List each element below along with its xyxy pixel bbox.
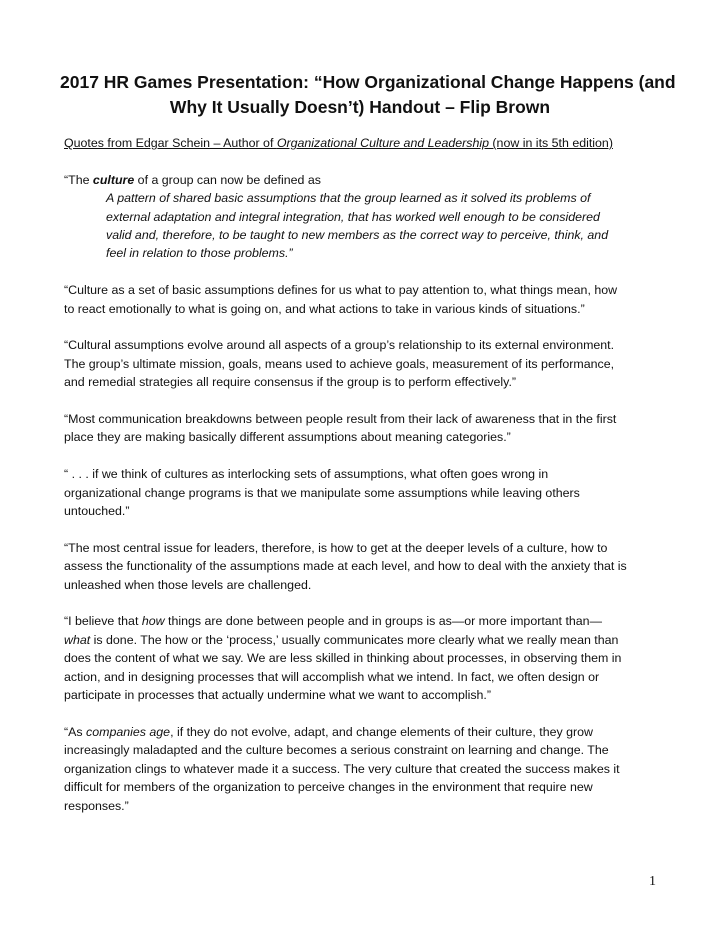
quote-companies-age xyxy=(64,723,668,815)
quote-central-issue xyxy=(64,539,668,594)
quote-line: “ . . . if we think of cultures as interlocking sets of assumptions, what often goes wrong in xyxy=(64,467,549,482)
quote7-l1-pre: “I believe that xyxy=(64,614,142,629)
title-line-1: 2017 HR Games Presentation: “How Organizational Change Happens (and xyxy=(60,72,676,92)
quote8-l1-em: companies age xyxy=(86,724,171,739)
quote-line: difficult for members of the organization to perceive changes in the environment that require new xyxy=(64,780,593,795)
quote-communication-breakdowns xyxy=(64,410,668,447)
quote7-l2-post: is done. The how or the ‘process,’ usually communicates more clearly what we really mean than xyxy=(90,632,619,647)
quote-line: responses.” xyxy=(64,798,129,813)
quote8-l1-post: , if they do not evolve, adapt, and change elements of their culture, they grow xyxy=(170,724,593,739)
quote-process xyxy=(64,612,668,704)
document-body xyxy=(64,134,668,815)
title-line-2: Why It Usually Doesn’t) Handout – Flip Brown xyxy=(169,97,551,117)
quote7-l1-em: how xyxy=(141,614,165,629)
quote-line: increasingly maladapted and the culture becomes a serious constraint on learning and change. The xyxy=(64,743,609,758)
quote-line: assess the functionality of the assumptions made at each level, and how to deal with the anxiety that is xyxy=(64,559,627,574)
definition-line: valid and, therefore, to be taught to new members as the correct way to perceive, think, and xyxy=(106,228,609,243)
quote-line: action, and in designing processes that will accomplish what we intend. In fact, we often design or xyxy=(64,669,600,684)
subtitle xyxy=(64,134,668,152)
quote-cultural-assumptions xyxy=(64,336,668,391)
quote-line: “Culture as a set of basic assumptions defines for us what to pay attention to, what things mean, how xyxy=(64,283,618,298)
definition-line: A pattern of shared basic assumptions that the group learned as it solved its problems of xyxy=(106,191,591,206)
page-title xyxy=(60,70,676,120)
definition-line: feel in relation to those problems.” xyxy=(106,246,293,261)
quote-line: unleashed when those levels are challenged. xyxy=(64,577,312,592)
quote-line: organization clings to whatever made it a success. The very culture that created the success makes it xyxy=(64,761,620,776)
book-title: Organizational Culture and Leadership xyxy=(276,136,489,150)
quote8-l1-pre: “As xyxy=(64,724,87,739)
quote-line: participate in processes that actually undermine what we want to accomplish.” xyxy=(64,688,491,703)
quote-line: place they are making basically different assumptions about meaning categories.” xyxy=(64,430,511,445)
quote1-pre: “The xyxy=(64,172,93,187)
definition-line: external adaptation and integral integration, that has worked well enough to be considered xyxy=(106,209,600,224)
quote7-l1-post: things are done between people and in groups is as—or more important than— xyxy=(164,614,602,629)
quote-line: to react emotionally to what is going on, and what actions to take in various kinds of situations.” xyxy=(64,301,585,316)
subtitle-prefix: Quotes from Edgar Schein – Author of xyxy=(64,136,277,150)
quote7-l2-em: what xyxy=(64,632,91,647)
quote-line: “Most communication breakdowns between people result from their lack of awareness that in the first xyxy=(64,412,617,427)
quote-basic-assumptions xyxy=(64,281,668,318)
quote-culture-definition xyxy=(64,171,668,263)
quote-line: “Cultural assumptions evolve around all aspects of a group’s relationship to its external environment. xyxy=(64,338,615,353)
page-number: 1 xyxy=(649,874,656,889)
quote-line: does the content of what we say. We are less skilled in thinking about processes, in observing them in xyxy=(64,651,622,666)
quote1-post: of a group can now be defined as xyxy=(134,172,321,187)
quote-line: untouched.” xyxy=(64,504,130,519)
subtitle-suffix: (now in its 5th edition) xyxy=(488,136,613,150)
quote-interlocking-assumptions xyxy=(64,465,668,520)
quote1-em: culture xyxy=(92,172,135,187)
quote-line: organizational change programs is that we manipulate some assumptions while leaving others xyxy=(64,485,580,500)
quote-line: “The most central issue for leaders, therefore, is how to get at the deeper levels of a culture, how to xyxy=(64,540,608,555)
quote-line: The group’s ultimate mission, goals, means used to achieve goals, measurement of its performance, xyxy=(64,356,615,371)
quote-line: and remedial strategies all require consensus if the group is to perform effectively.” xyxy=(64,375,517,390)
